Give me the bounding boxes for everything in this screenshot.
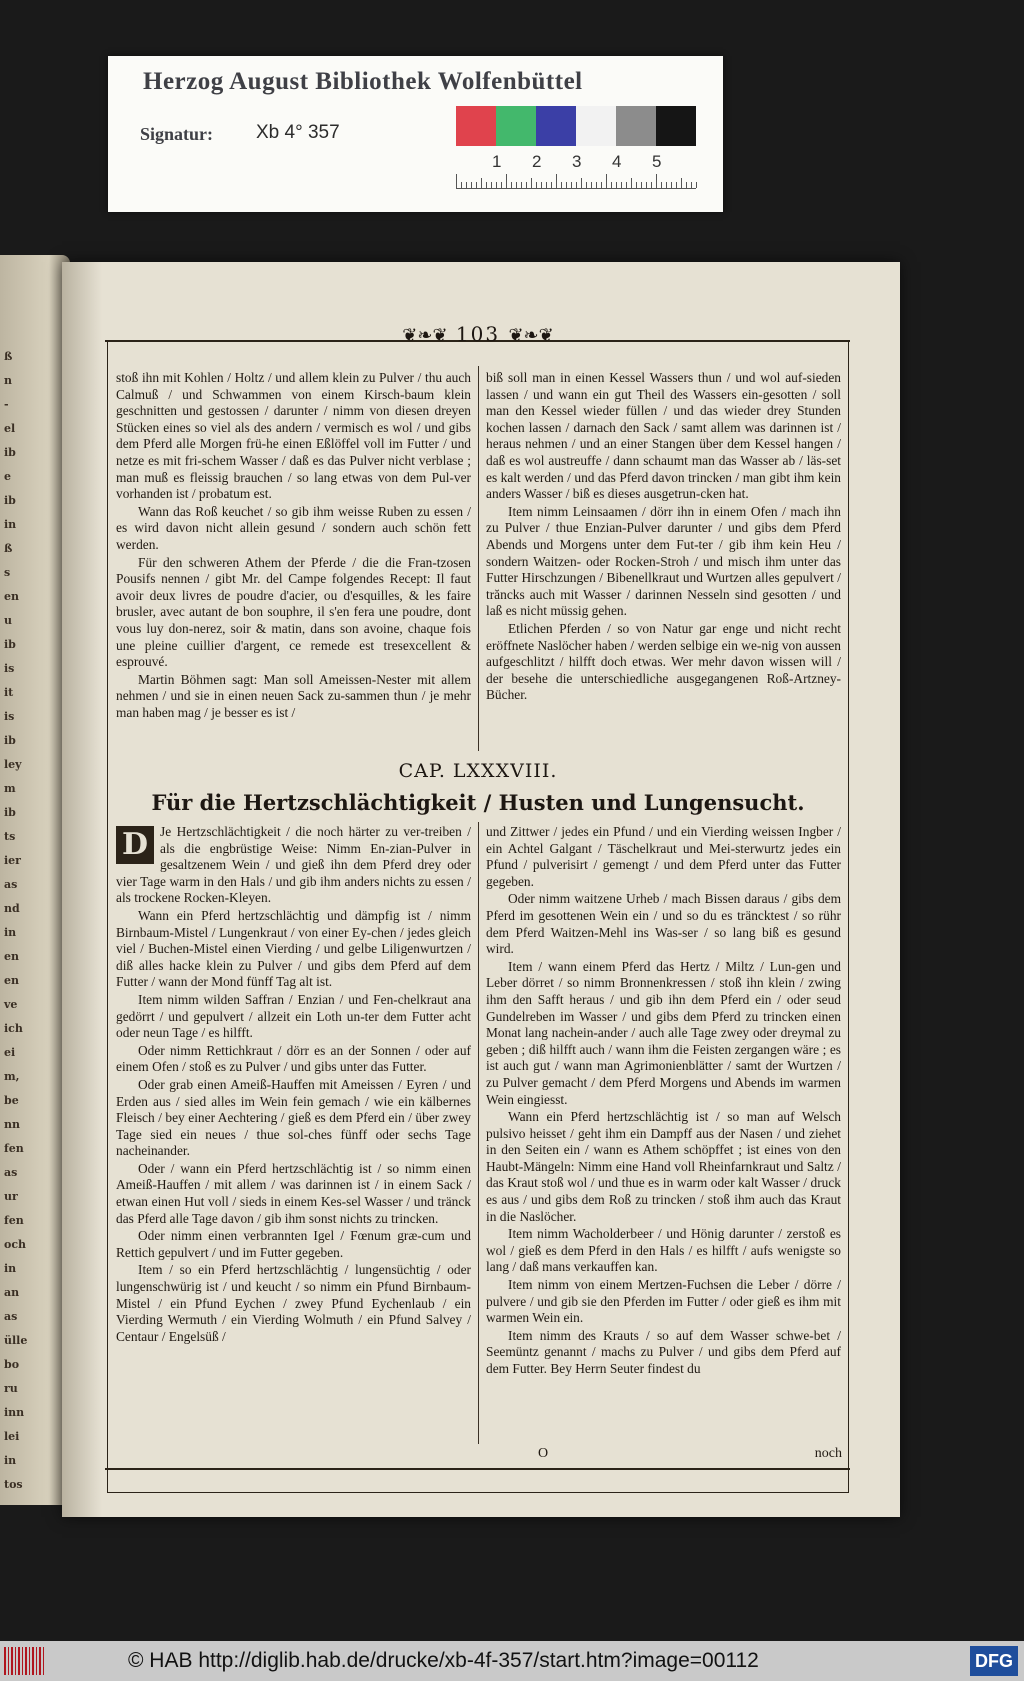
facing-page-fragment: in [4,518,17,531]
paragraph-text: Item nimm des Krauts / so auf dem Wasser schwe-bet / Seemüntz genannt / machs zu Pulver / und gibs dem Pferd auf dem Futter. Bey Herrn Seuter findest du [486,1327,841,1376]
paragraph-text: Item nimm von einem Mertzen-Fuchsen die Leber / dörre / pulvere / und gib sie den Pferden im Futter / oder gieß es ihm mit warmen Wein ein. [486,1277,841,1326]
paragraph [116,1161,471,1227]
paragraph [116,1262,471,1345]
ruler-tick [496,182,497,188]
catchword: noch [814,1446,842,1461]
paragraph-text: Oder nimm Rettichkraut / dörr es an der Sonnen / oder auf einem Ofen / stoß es zu Pulver / und gibs unter das Futter. [116,1042,471,1075]
ruler-tick [691,182,692,188]
facing-page-fragment: ur [4,1190,18,1203]
paragraph [486,621,841,704]
ruler-tick [466,182,467,188]
ruler-tick [676,182,677,188]
paragraph-text: Oder / wann ein Pferd hertzschlächtig ist / so nimm einen Ameiß-Hauffen / mit allem / was darinnen ist / in einem Sack / etwan einen Hut voll / sieds in einem Kes-sel Wasser / und tränck das Pferd alle Tage davon / gib ihm sonst nichts zu trincken. [116,1160,471,1226]
facing-page-fragment: ru [4,1382,18,1395]
footer-rule [105,1468,850,1470]
ruler-tick [491,182,492,188]
paragraph [116,370,471,503]
ruler-number: 4 [612,152,622,171]
dfg-logo: DFG [970,1646,1018,1676]
ruler-tick [506,174,507,188]
ruler-tick [606,174,607,188]
facing-page-fragment: is [4,710,15,723]
ruler-tick [521,182,522,188]
paragraph-text: Oder nimm einen verbrannten Igel / Fœnum græ-cum und Rettich gepulvert / und im Futter gegeben. [116,1228,471,1260]
chapter-number: CAP. LXXXVIII. [398,760,558,782]
paragraph [486,1328,841,1378]
facing-page-fragment: ley [4,758,22,771]
paragraph [486,1226,841,1276]
facing-page-fragment: as [4,1310,18,1323]
color-swatch [536,106,576,146]
color-swatch [456,106,496,146]
facing-page-fragment: u [4,614,12,627]
facing-page-fragment: en [4,950,19,963]
paragraph [486,1277,841,1327]
ruler-tick [546,182,547,188]
facing-page-fragment: inn [4,1406,25,1419]
page-footer [108,1446,848,1470]
facing-page-fragment: bo [4,1358,20,1371]
facing-page-fragment: fen [4,1214,24,1227]
column-divider [478,366,479,751]
library-name: Herzog August Bibliothek Wolfenbüttel [143,68,583,95]
ruler-tick [471,182,472,188]
facing-page-fragment: ib [4,734,16,747]
book-page [62,262,900,1517]
ruler-tick [536,182,537,188]
facing-page-fragment: en [4,974,19,987]
ruler-tick [596,182,597,188]
paragraph-text: stoß ihn mit Kohlen / Holtz / und allem klein zu Pulver / thu auch Calmuß / und Schwammen von einem Kirsch-baum klein geschnitten und gestossen / darunter / nimm von diesen dreyen Stücken eines so viel als des andern / vermisch es wol / und gibs dem Pferd alle Morgen frü-he einen Eßlöffel voll im Futter / und netze es mit fri-schem Wasser / daß es das Pulver nicht verblase ; man muß es fleissig brauchen / so lang etwas von dem Pul-ver vorhanden ist / probatum est. [116,370,471,502]
header-ornament-left: ❦❧❦ [402,325,448,346]
paragraph [116,908,471,991]
chapter-title: Für die Hertzschlächtigkeit / Husten und Lungensucht. [151,790,805,815]
paragraph-text: und Zittwer / jedes ein Pfund / und ein Vierding weissen Ingber / ein Achtel Galgant / Täschelkraut und Mei-sterwurtz jedes ein Pfund / pulverisirt / gemengt / und dem Pferd unter das Futter gegeben. [486,824,841,889]
ruler-tick [696,182,697,188]
ruler-tick [526,182,527,188]
ruler-tick [681,178,682,188]
facing-page-fragment: ich [4,1022,23,1035]
facing-page-fragment: in [4,1454,17,1467]
facing-page-fragment: in [4,926,17,939]
facing-page-fragment: ve [4,998,18,1011]
facing-page-fragment: it [4,686,14,699]
facing-page-fragment: ts [4,830,16,843]
ruler-tick [516,182,517,188]
ruler-tick [476,182,477,188]
ruler-tick [556,174,557,188]
paragraph [486,370,841,503]
facing-page-fragment: ier [4,854,21,867]
facing-page-fragment: n [4,374,12,387]
bottom-info-bar [0,1641,1024,1681]
scale-ruler [456,148,696,189]
ruler-tick [581,178,582,188]
ruler-tick [601,182,602,188]
dropcap: D [116,826,154,864]
ruler-tick [541,182,542,188]
signatur-label: Signatur: [140,124,214,144]
ruler-tick [511,182,512,188]
ruler-tick [631,178,632,188]
facing-page-fragment: tos [4,1478,23,1491]
paragraph-text: Oder nimm waitzene Urheb / mach Bissen daraus / gibs dem Pferd im gesottenen Wein ein / und so du es träncktest / so rühr dem Pferd Waitzen-Mehl ins Was-ser / so lang biß es gesund wird. [486,891,841,957]
text-frame [107,322,849,1493]
paragraph [116,1228,471,1261]
column-divider [478,822,479,1444]
facing-page-fragment: - [4,398,9,411]
paragraph [486,504,841,620]
facing-page-fragment: ib [4,638,16,651]
color-swatch [496,106,536,146]
facing-page-fragment: e [4,470,11,483]
signature-mark: O [538,1446,549,1461]
ruler-tick [456,174,457,188]
paragraph [116,1043,471,1076]
bottom-left-column [116,824,471,1346]
facing-page-fragment: ß [4,350,13,363]
library-reference-card [108,56,723,212]
ruler-tick [656,174,657,188]
ruler-number: 5 [652,152,662,171]
color-swatch [616,106,656,146]
page-gutter [62,262,102,1517]
facing-page-fragment: ülle [4,1334,28,1347]
paragraph-text: Item / so ein Pferd hertzschlächtig / lungensüchtig / oder lungenschwürig ist / und keucht / so nimm ein Pfund Birnbaum-Mistel / ein Pfund Eychen / zwey Pfund Eychenlaub / ein Vierding Wermuth / ein Vierding Wolmuth / ein Pfund Salvey / Centaur / Engelsüß / [116,1262,471,1344]
ruler-tick [461,182,462,188]
paragraph-text: biß soll man in einen Kessel Wassers thun / und wol auf-sieden lassen / und wann ein gut Theil des Wassers ein-gesotten / soll man den Kessel wieder füllen / und das wieder drey Stunden kochen lassen / darnach den Sack / samt allem was darinnen ist / heraus nehmen / und an einer Stangen über dem Kessel hangen / daß es wol austreuffe / dann schaumt man das Wasser ab / läs-set es kalt werden / und das Pferd davon trincken / man gibt ihm kein anders Wasser / biß es dieses ausgetrun-cken hat. [486,370,841,502]
facing-page-fragment: och [4,1238,27,1251]
facing-page-fragment: ei [4,1046,16,1059]
facing-page-fragment: an [4,1286,20,1299]
paragraph-text: Item nimm wilden Saffran / Enzian / und Fen-chelkraut ana gedörrt / und gepulvert / allzeit ein Loth un-ter dem Futter acht oder neun Tage / es hilfft. [116,991,471,1041]
ruler-tick [561,182,562,188]
paragraph-text: Wann ein Pferd hertzschlächtig und dämpfig ist / nimm Birnbaum-Mistel / Lungenkraut / von einer Ey-chen / jedes gleich viel / Buchen-Mistel einen Vierding / und gelbe Liligenwurtzen / diß alles hacke klein zu Pulver / und gibs dem Pferd auf dem Futter / wann der Mond fünff Tag alt ist. [116,907,471,990]
paragraph [486,959,841,1108]
paragraph [486,824,841,890]
paragraph [116,992,471,1042]
facing-page-fragment: ib [4,494,16,507]
facing-page-fragment: be [4,1094,19,1107]
ruler-tick [586,182,587,188]
ruler-tick [651,182,652,188]
header-ornament-right: ❦❧❦ [508,325,554,346]
facing-page-fragment: is [4,662,15,675]
paragraph [486,891,841,957]
facing-page-fragment: m, [4,1070,20,1083]
facing-page-fragment: in [4,1262,17,1275]
facing-page-fragment: ß [4,542,13,555]
facing-page-fragment: nn [4,1118,20,1131]
paragraph-text: Wann das Roß keuchet / so gib ihm weisse Ruben zu essen / es wird davon nicht allein gesund / sondern auch schön fett werden. [116,503,471,552]
ruler-tick [661,182,662,188]
facing-page-fragment: en [4,590,19,603]
ruler-tick [571,182,572,188]
paragraph-text: Je Hertzschlächtigkeit / die noch härter zu ver-treiben / als die engbrüstige Weise: Nimm En-zian-Pulver in gesaltzenem Wein / und gieß ihn dem Pferd drey oder vier Tage warm in den Hals / und gib ihm anders nichts zu essen / als trockene Rocken-Kleyen. [116,824,471,906]
ruler-tick [481,178,482,188]
paragraph [116,824,471,907]
ruler-tick [486,182,487,188]
barcode-icon [4,1647,46,1675]
ruler-tick [636,182,637,188]
facing-page-fragment: s [4,566,11,579]
ruler-tick [666,182,667,188]
ruler-tick [641,182,642,188]
ruler-number: 3 [572,152,582,171]
color-swatch [656,106,696,146]
page-header [108,322,848,346]
paragraph-text: Wann ein Pferd hertzschlächtig ist / so man auf Welsch pulsivo heisset / geht ihm ein Dampff aus der Nasen / und ziehet in den Seiten ein / wann es Athem schöpffet ; ist eines von den Haubt-Mängeln: Nimm eine Hand voll Rheinfarnkraut und Saltz / das Kraut stoß wol / und thue es in warm oder kalt Wasser / druck es aus / und gibs dem Roß zu trincken / stoß ihm auch das Kraut in die Naslöcher. [486,1109,841,1224]
facing-page-fragment: el [4,422,16,435]
paragraph [116,504,471,554]
paragraph-text: Für den schweren Athem der Pferde / die die Fran-tzosen Pousifs nennen / gibt Mr. del Campe folgendes Recept: Il faut avoir deux livres de poudre d'acier, ou d'esquilles, & les faire brusler, avec autant de bon souphre, il s'en fera une poudre, dont vous luy don-nerez, soir & matin, dans son avoine, chaque fois une pleine cuillier d'argent, ce remede est tresexcellent & esprouvé. [116,554,471,670]
paragraph-text: Item / wann einem Pferd das Hertz / Miltz / Lun-gen und Leber dörret / so nimm Bronnenkressen / stoß ihn klein / zwing ihm den Safft heraus / und gib ihn dem Pferd ein / oder seud Gundelreben im Wasser / und gibs dem Pferd zu trincken einen Monat lang nachein-ander / auch alle Tage zwey oder dreymal zu geben ; diß hilfft auch / wann ihm die Feisten zergangen wäre ; es ist auch gut / wann man Agrimonienblätter / samt der Wurtzen / zu Pulver gemacht / dem Pferd Morgens und Abends im warmen Wein eingiesst. [486,958,841,1107]
facing-page-fragment: fen [4,1142,24,1155]
ruler-tick [551,182,552,188]
ruler-tick [616,182,617,188]
facing-page-edge [0,255,70,1505]
facing-page-fragment: nd [4,902,20,915]
page-number: 103 [455,322,501,346]
ruler-tick [671,182,672,188]
color-swatch [576,106,616,146]
ruler-tick [576,182,577,188]
ruler-tick [566,182,567,188]
ruler-number: 1 [492,152,502,171]
ruler-tick [626,182,627,188]
facing-page-fragment: m [4,782,16,795]
paragraph [116,672,471,722]
paragraph [116,1077,471,1160]
paragraph-text: Item nimm Leinsaamen / dörr ihn in einem Ofen / mach ihn zu Pulver / thue Enzian-Pulver darunter / und gibs dem Pferd Abends und Morgens unter dem Fut-ter / gib ihm kein Heu / sondern Waitzen- oder Rocken-Stroh / und misch ihm unter das Futter Hirschzungen / Bibenellkraut und Wurtzen alles gepulvert / trăncks auch mit Wasser / darinnen Nesseln sind gesotten / und laß es nicht müssig gehen. [486,503,841,619]
top-left-column [116,370,471,722]
facing-page-fragment: ib [4,446,16,459]
ruler-tick [611,182,612,188]
facing-page-fragment: lei [4,1430,20,1443]
facing-page-fragment: ib [4,806,16,819]
paragraph-text: Oder grab einen Ameiß-Hauffen mit Ameissen / Eyren / und Erden aus / sied alles im Wein fein gemach / wie ein kälbernes Fleisch / bey einer Aechtering / gieß es dem Pferd ein / über zwey Tage sied ein neues / thue sol-ches fünff oder sechs Tage nacheinander. [116,1076,471,1159]
paragraph [486,1109,841,1225]
top-right-column [486,370,841,705]
paragraph-text: Etlichen Pferden / so von Natur gar enge und nicht recht eröffnete Naslöcher haben / werden selbige ein we-nig von aussen aufgeschlitzt / hilfft doch etwas. Wer mehr davon wissen will / der besehe die unterschiedliche ausgegangenen Roß-Artzney-Bücher. [486,620,841,703]
paragraph-text: Martin Böhmen sagt: Man soll Ameissen-Nester mit allem nehmen / und sie in einen neuen Sack zu-sammen thun / je mehr man haben mag / je besser es ist / [116,671,471,720]
ruler-tick [621,182,622,188]
ruler-tick [591,182,592,188]
ruler-tick [646,182,647,188]
ruler-tick [501,182,502,188]
ruler-number: 2 [532,152,542,171]
paragraph [116,555,471,671]
ruler-tick [686,182,687,188]
facing-page-fragment: as [4,878,18,891]
bottom-right-column [486,824,841,1379]
ruler-tick [531,178,532,188]
facing-page-fragment: as [4,1166,18,1179]
copyright-link[interactable]: © HAB http://diglib.hab.de/drucke/xb-4f-357/start.htm?image=00112 [128,1649,759,1672]
paragraph-text: Item nimm Wacholderbeer / und Hönig darunter / zerstoß es wol / gieß es dem Pferd in den Hals / es hilfft / aufs wenigste so lang / daß mans verkauffen kan. [486,1226,841,1275]
signatur-value: Xb 4° 357 [256,122,340,143]
color-calibration-bar [456,106,696,146]
